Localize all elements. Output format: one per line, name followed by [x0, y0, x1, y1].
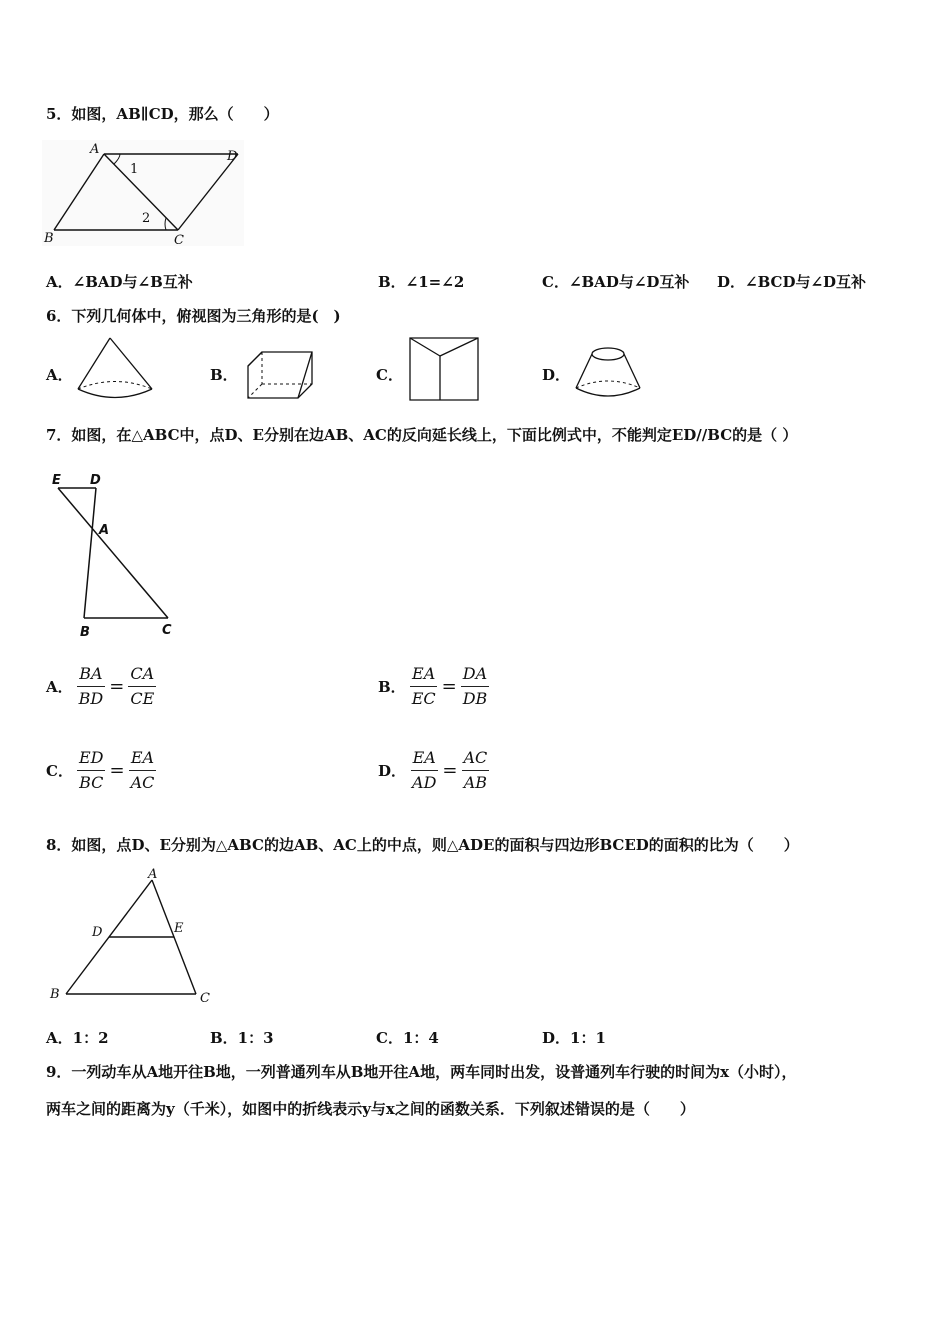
q7-option-c[interactable] — [46, 748, 156, 793]
cone-figure — [72, 334, 158, 406]
q7-d-eq: = — [442, 760, 458, 781]
q5-stem: 5．如图，AB∥CD，那么（ ） — [46, 105, 279, 123]
q7-label-a: A — [99, 523, 110, 538]
q7-d-frac-2: $\frac{AC}{AB}$ — [463, 748, 488, 792]
q5-option-d[interactable]: D．∠BCD与∠D互补 — [717, 273, 867, 291]
q7-label-d: D — [90, 473, 101, 488]
q8-label-e: E — [174, 921, 184, 936]
q5-figure — [40, 138, 250, 250]
q7-a-frac-1: $\frac{BA}{BD}$ — [78, 664, 104, 708]
q7-b-frac-1: $\frac{EA}{EC}$ — [411, 664, 436, 708]
q7-b-frac-2: $\frac{DA}{DB}$ — [462, 664, 488, 708]
q5-label-b: B — [44, 231, 54, 246]
q7-option-d-letter: D． — [378, 762, 407, 780]
q7-a-frac-2: $\frac{CA}{CE}$ — [130, 664, 155, 708]
q7-option-b-letter: B． — [378, 678, 406, 696]
q7-label-e: E — [52, 473, 61, 488]
q7-figure — [44, 468, 184, 644]
q5-label-c: C — [174, 233, 184, 248]
q8-option-d[interactable]: D．1：1 — [542, 1029, 606, 1047]
q8-option-b[interactable]: B．1：3 — [210, 1029, 274, 1047]
q7-a-eq: = — [109, 676, 125, 697]
q7-label-b: B — [80, 625, 90, 640]
q6-option-b[interactable]: B． — [210, 366, 238, 384]
q7-d-frac-1: $\frac{EA}{AD}$ — [412, 748, 437, 792]
q8-stem: 8．如图，点D、E分别为△ABC的边AB、AC上的中点，则△ADE的面积与四边形BCED的面积的比为（ ） — [46, 836, 799, 854]
q8-option-a[interactable]: A．1：2 — [46, 1029, 109, 1047]
q5-label-d: D — [227, 149, 238, 164]
q6-option-c[interactable]: C． — [376, 366, 403, 384]
q5-option-c[interactable]: C．∠BAD与∠D互补 — [542, 273, 690, 291]
q6-option-d[interactable]: D． — [542, 366, 571, 384]
q5-label-1: 1 — [130, 162, 139, 177]
oblique-prism-figure — [240, 344, 320, 404]
q7-stem: 7．如图，在△ABC中，点D、E分别在边AB、AC的反向延长线上，下面比例式中，不能判定ED//BC的是（ ） — [46, 426, 798, 444]
q7-option-b[interactable] — [378, 664, 489, 709]
q8-label-a: A — [148, 867, 158, 882]
q7-option-c-letter: C． — [46, 762, 73, 780]
triangular-prism-figure — [404, 334, 484, 406]
frustum-figure — [570, 344, 650, 404]
q6-option-a[interactable]: A． — [46, 366, 73, 384]
q7-c-frac-2: $\frac{EA}{AC}$ — [130, 748, 155, 792]
q7-option-a-letter: A． — [46, 678, 73, 696]
q8-label-c: C — [200, 991, 210, 1006]
q8-option-c[interactable]: C．1：4 — [376, 1029, 439, 1047]
q5-label-2: 2 — [142, 211, 151, 226]
q8-figure — [44, 866, 220, 1006]
q9-stem-line-2: 两车之间的距离为y（千米），如图中的折线表示y与x之间的函数关系．下列叙述错误的是（ ） — [46, 1100, 695, 1118]
q7-c-frac-1: $\frac{ED}{BC}$ — [78, 748, 104, 792]
q7-c-eq: = — [109, 760, 125, 781]
q8-label-b: B — [50, 987, 60, 1002]
q5-label-a: A — [90, 142, 100, 157]
q5-option-a[interactable]: A．∠BAD与∠B互补 — [46, 273, 193, 291]
q7-option-a[interactable] — [46, 664, 156, 709]
q7-b-eq: = — [441, 676, 457, 697]
q6-stem: 6．下列几何体中，俯视图为三角形的是( ) — [46, 307, 341, 325]
q5-option-b[interactable]: B．∠1=∠2 — [378, 273, 465, 291]
q7-label-c: C — [162, 623, 172, 638]
q7-option-d[interactable] — [378, 748, 489, 793]
q9-stem-line-1: 9．一列动车从A地开往B地，一列普通列车从B地开往A地，两车同时出发，设普通列车行驶的时间为x（小时）， — [46, 1063, 797, 1081]
q8-label-d: D — [92, 925, 103, 940]
